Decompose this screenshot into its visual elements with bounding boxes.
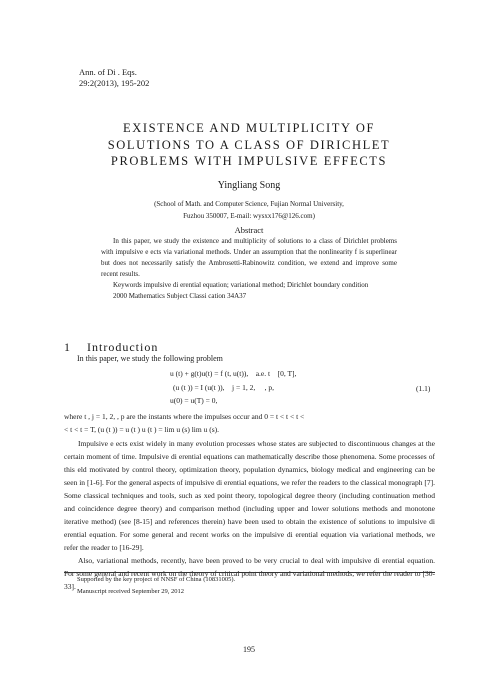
- section-title: Introduction: [87, 340, 159, 354]
- footnote-received: Manuscript received September 29, 2012: [77, 588, 185, 595]
- journal-name: Ann. of Di . Eqs.: [79, 67, 137, 77]
- affiliation: [0, 198, 498, 222]
- equation-line-1: u (t) + g(t)u(t) = f (t, u(t)), a.e. t [0, T],: [170, 369, 297, 378]
- footnote-divider: [64, 572, 435, 573]
- affiliation-line-1: (School of Math. and Computer Science, Fujian Normal University,: [154, 200, 344, 208]
- where-line-2: < t < t = T, (u (t )) = u (t ) u (t ) = lim u (s) lim u (s).: [64, 425, 220, 434]
- equation-line-2: (u (t )) = I (u(t )), j = 1, 2, , p,: [173, 383, 274, 392]
- subject-classification: 2000 Mathematics Subject Classi cation 34A37: [113, 292, 247, 300]
- where-clause: [64, 410, 435, 436]
- title-line-2: SOLUTIONS TO A CLASS OF DIRICHLET: [107, 137, 391, 152]
- section-heading: [64, 340, 158, 355]
- affiliation-line-2: Fuzhou 350007, E-mail: wysxx176@126.com): [183, 212, 315, 220]
- paper-title: [40, 120, 458, 170]
- equation-number: (1.1): [416, 384, 431, 393]
- title-line-3: PROBLEMS WITH IMPULSIVE EFFECTS: [110, 154, 388, 168]
- footnote-funding: Supported by the key project of NNSF of China (10831005).: [77, 576, 236, 583]
- equation-line-3: u(0) = u(T) = 0,: [170, 396, 218, 405]
- page-number: 195: [243, 645, 255, 654]
- title-line-1: EXISTENCE AND MULTIPLICITY OF: [122, 121, 376, 135]
- body-text: [64, 437, 435, 593]
- abstract: [101, 236, 397, 302]
- journal-reference: [79, 67, 149, 89]
- abstract-text: In this paper, we study the existence and multiplicity of solutions to a class of Dirichlet problems with impulsive e ects via variational methods. Under an assumption that the nonlinearity f is superlinear but does not necessarily satisfy the Ambrosetti-Rabinowitz condition, we extend and improve some recent results.: [101, 237, 397, 278]
- abstract-heading: Abstract: [234, 225, 264, 235]
- paragraph: Impulsive e ects exist widely in many evolution processes whose states are subjected to discontinuous changes at the certain moment of time. Impulsive di erential equations can mathematically describe those phenomena. Some processes of this eld motivated by control theory, optimization theory, population dynamics, biology medical and engineering can be seen in [1-6]. For the general aspects of impulsive di erential equations, we refer the readers to the classical monograph [7]. Some classical techniques and tools, such as xed point theory, topological degree theory (including continuation method and coincidence degree theory) and comparison method (including upper and lower solutions methods and monotone iterative method) (see [8-15] and references therein) have been used to obtain the existence of solutions to impulsive di erential equation. For some general and recent works on the impulsive di erential equation via variational methods, we refer the reader to [16-29].: [64, 439, 435, 552]
- where-line-1: where t , j = 1, 2, , p are the instants where the impulses occur and 0 = t < t < t <: [64, 412, 305, 421]
- intro-lead: In this paper, we study the following problem: [77, 354, 223, 363]
- author-name: Yingliang Song: [217, 180, 281, 191]
- keywords: Keywords impulsive di erential equation; variational method; Dirichlet boundary condition: [113, 281, 369, 289]
- paragraph: Also, variational methods, recently, have been proved to be very crucial to deal with impulsive di erential equation. For some general and recent work on the theory of critical point theory and variational methods, we refer the reader to [30-33].: [64, 556, 435, 591]
- section-number: 1: [64, 340, 71, 354]
- journal-volume: 29:2(2013), 195-202: [79, 78, 150, 88]
